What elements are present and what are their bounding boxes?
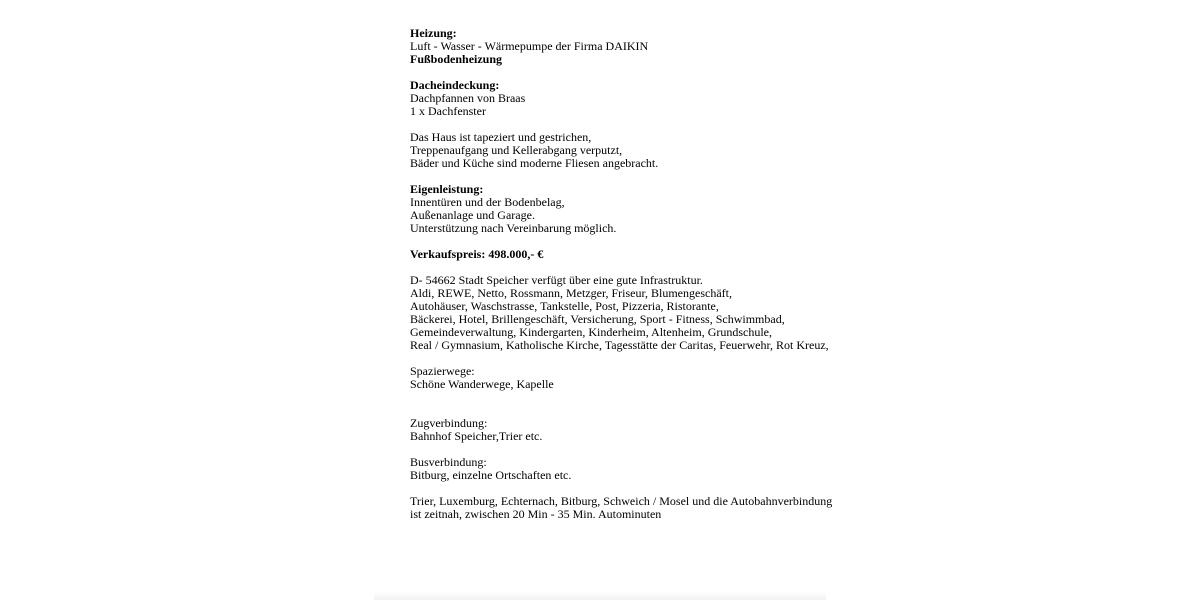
infrastructure-line-4: Bäckerei, Hotel, Brillengeschäft, Versicherung, Sport - Fitness, Schwimmbad, — [410, 312, 785, 326]
own-work-line-3: Unterstützung nach Vereinbarung möglich. — [410, 221, 617, 235]
roofing-line-1: Dachpfannen von Braas — [410, 91, 526, 105]
walks-line-1: Schöne Wanderwege, Kapelle — [410, 377, 554, 391]
infrastructure-line-3: Autohäuser, Waschstrasse, Tankstelle, Post, Pizzeria, Ristorante, — [410, 299, 719, 313]
train-section — [410, 417, 830, 443]
heating-line-1: Luft - Wasser - Wärmepumpe der Firma DAIKIN — [410, 39, 649, 53]
distances-line-1: Trier, Luxemburg, Echternach, Bitburg, Schweich / Mosel und die Autobahnverbindung — [410, 494, 833, 508]
train-heading: Zugverbindung: — [410, 416, 488, 430]
page-bottom-edge — [374, 592, 826, 600]
own-work-line-1: Innentüren und der Bodenbelag, — [410, 195, 565, 209]
finish-line-3: Bäder und Küche sind moderne Fliesen angebracht. — [410, 156, 659, 170]
bus-section — [410, 456, 830, 482]
own-work-line-2: Außenanlage und Garage. — [410, 208, 535, 222]
walks-heading: Spazierwege: — [410, 364, 475, 378]
heating-heading: Heizung: — [410, 26, 457, 40]
finish-line-2: Treppenaufgang und Kellerabgang verputzt, — [410, 143, 623, 157]
infrastructure-section — [410, 274, 830, 352]
infrastructure-line-6: Real / Gymnasium, Katholische Kirche, Tagesstätte der Caritas, Feuerwehr, Rot Kreuz, — [410, 338, 829, 352]
own-work-heading: Eigenleistung: — [410, 182, 484, 196]
finish-section — [410, 131, 830, 170]
bus-line-1: Bitburg, einzelne Ortschaften etc. — [410, 468, 572, 482]
own-work-section — [410, 183, 830, 235]
price-section — [410, 248, 830, 261]
heating-section — [410, 27, 830, 66]
infrastructure-line-2: Aldi, REWE, Netto, Rossmann, Metzger, Friseur, Blumengeschäft, — [410, 286, 732, 300]
roofing-line-2: 1 x Dachfenster — [410, 104, 486, 118]
heating-line-2: Fußbodenheizung — [410, 52, 503, 66]
finish-line-1: Das Haus ist tapeziert und gestrichen, — [410, 130, 592, 144]
infrastructure-line-1: D- 54662 Stadt Speicher verfügt über eine gute Infrastruktur. — [410, 273, 703, 287]
document-page — [410, 26, 833, 521]
sale-price: Verkaufspreis: 498.000,- € — [410, 247, 544, 261]
distances-line-2: ist zeitnah, zwischen 20 Min - 35 Min. Autominuten — [410, 507, 662, 521]
bus-heading: Busverbindung: — [410, 455, 487, 469]
train-line-1: Bahnhof Speicher,Trier etc. — [410, 429, 543, 443]
distances-section — [410, 494, 833, 521]
walks-section — [410, 365, 830, 391]
roofing-section — [410, 79, 830, 118]
infrastructure-line-5: Gemeindeverwaltung, Kindergarten, Kinderheim, Altenheim, Grundschule, — [410, 325, 773, 339]
roofing-heading: Dacheindeckung: — [410, 78, 500, 92]
